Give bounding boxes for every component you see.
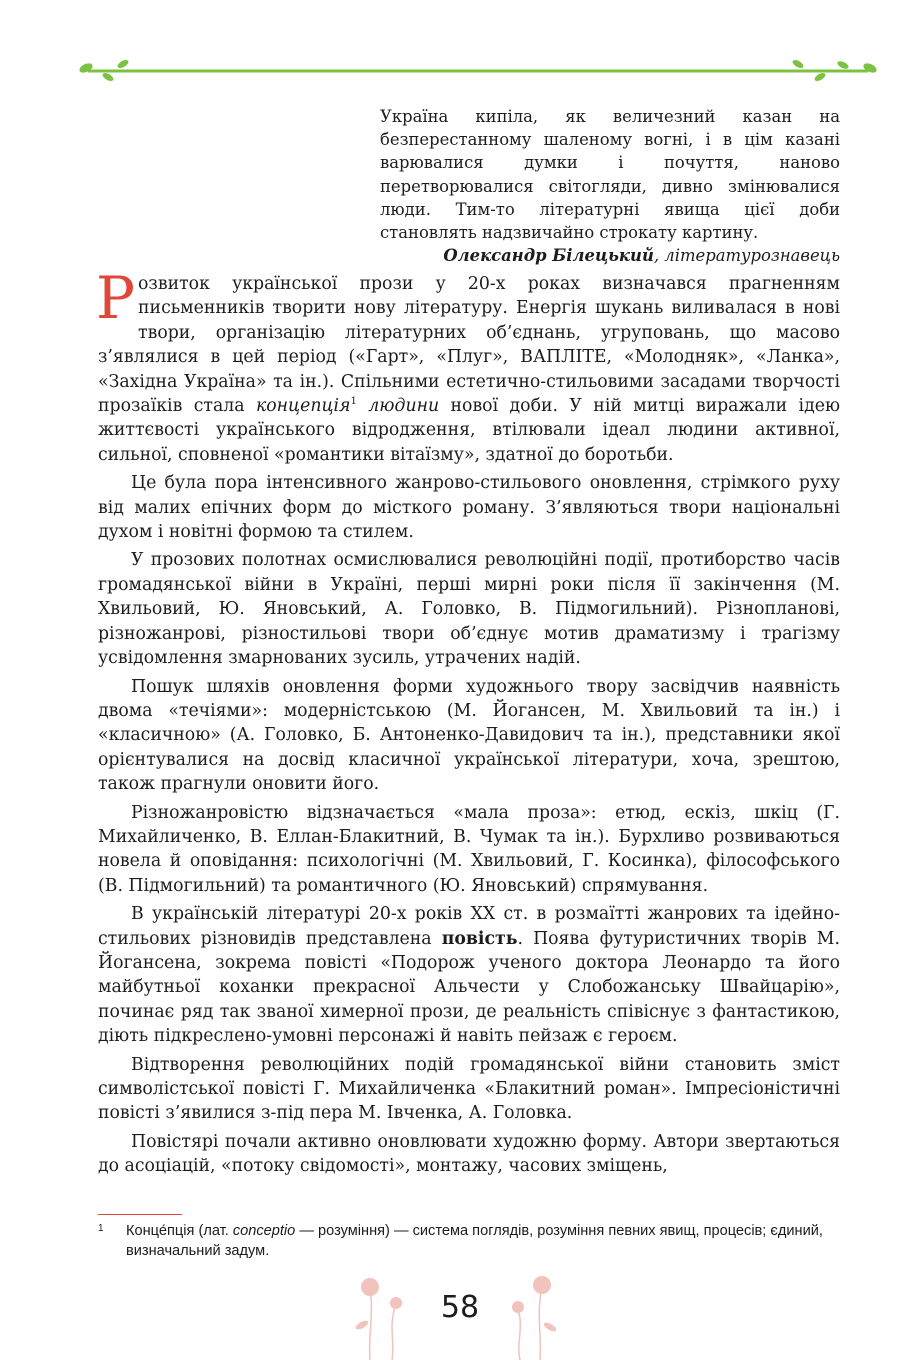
footnote-term: Конце́пція <box>126 1223 195 1239</box>
paragraph-8: Повістярі почали активно оновлювати художню форму. Автори звертаються до асоціацій, «потоку свідомості», монтажу, часових зміщень, <box>98 1131 840 1177</box>
term-human: людини <box>356 396 440 417</box>
paragraph-2: Це була пора інтенсивного жанрово-стильового оновлення, стрімкого руху від малих епічних форм до місткого роману. З’являються твори національні духом і новітні формою та стилем. <box>98 473 840 543</box>
paragraph-1 <box>96 264 841 467</box>
paragraph-6-text-b: . Поява футуристичних творів М. Йогансена, зокрема повісті «Подорож ученого доктора Леонардо та його майбутньої коханки прекрасної Альчести у Слобожанську Швайцарію», починає ряд так званої химерної прози, де реальність співіснує з фантастикою, діють підкреслено-умовні персонажі й навіть пейзаж є героєм. <box>98 928 840 1047</box>
decorative-vine-border <box>78 56 878 86</box>
term-concept: концепція <box>255 396 351 417</box>
paragraph-5: Різножанровістю відзначається «мала проза»: етюд, ескіз, шкіц (Г. Михайличенко, В. Еллан-Блакитний, В. Чумак та ін.). Бурхливо розвиваються новела й оповідання: психологічні (М. Хвильовий, Г. Косинка), філософського (В. Підмогильний) та романтичного (Ю. Яновський) спрямування. <box>98 802 840 896</box>
paragraph-4: Пошук шляхів оновлення форми художнього твору засвідчив наявність двома «течіями»: модерністською (М. Йогансен, М. Хвильовий та ін.) і «класичною» (А. Головко, Б. Антоненко-Давидович та ін.), представники якої орієнтувалися на досвід класичної української літератури, хоча, зрештою, також прагнули оновити його. <box>98 676 840 795</box>
paragraph-7: Відтворення революційних подій громадянської війни становить зміст символістської повісті Г. Михайличенка «Блакитний роман». Імпресіоністичні повісті з’явилися з-під пера М. Івченка, А. Головка. <box>98 1054 840 1124</box>
footnote-ref: 1 <box>350 396 357 408</box>
paragraph-6 <box>98 902 840 1048</box>
epigraph <box>380 105 840 267</box>
paragraph-3: У прозових полотнах осмислювалися революційні події, протиборство часів громадянської війни в Україні, перші мирні роки після її закінчення (М. Хвильовий, Ю. Яновський, А. Головко, В. Підмогильний). Різнопланові, різножанрові, різностильові твори об’єднує мотив драматизму і трагізму усвідомлення змарнованих зусиль, утрачених надій. <box>98 550 840 669</box>
term-povist: повість <box>441 928 518 949</box>
footnote-text <box>126 1221 840 1261</box>
paragraph-1-text-b: нової доби. У ній митці виражали ідею життєвості українського відродження, втілювали ідеал людини активної, сильної, сповненої «романтики вітаїзму», здатної до боротьби. <box>98 396 841 465</box>
page-number: 58 <box>440 1290 480 1325</box>
footnote-mark: 1 <box>98 1223 104 1234</box>
footnote-divider <box>98 1214 182 1215</box>
drop-cap: Р <box>96 264 136 332</box>
paragraph-1-text-a: озвиток української прози у 20-х роках визначався прагненням письменників творити нову літературу. Енергія шукань виливалася в нові твори, організацію літературних об’єднань, угруповань, що масово з’являлися в цей період («Гарт», «Плуг», ВАПЛІТЕ, «Молодняк», «Ланка», «Західна Україна» та ін.). Спільними естетично-стильовими засадами творчості прозаїків стала <box>98 274 840 417</box>
epigraph-author-name: Олександр Білецький <box>443 246 654 266</box>
paragraph-6-text-a: В українській літературі 20-х років ХХ ст. в розмаїтті жанрових та ідейно-стильових різновидів представлена <box>98 904 840 949</box>
footnote <box>98 1221 840 1261</box>
epigraph-quote: Україна кипіла, як величезний казан на безперестанному шаленому вогні, і в цім казані варювалися думки і почуття, наново перетворювалися світогляди, дивно змінювалися люди. Тим-то літературні явища цієї доби становлять надзвичайно строкату картину. <box>380 107 840 243</box>
footnote-text-a: (лат. <box>194 1223 233 1239</box>
footnote-text-b: — розуміння) — система поглядів, розуміння певних явищ, процесів; єдиний, визначальний задум. <box>126 1223 823 1259</box>
epigraph-author <box>380 244 840 267</box>
main-text <box>96 264 841 1183</box>
epigraph-author-role: , літературознавець <box>653 246 840 266</box>
footnote-latin: conceptio <box>232 1223 296 1239</box>
